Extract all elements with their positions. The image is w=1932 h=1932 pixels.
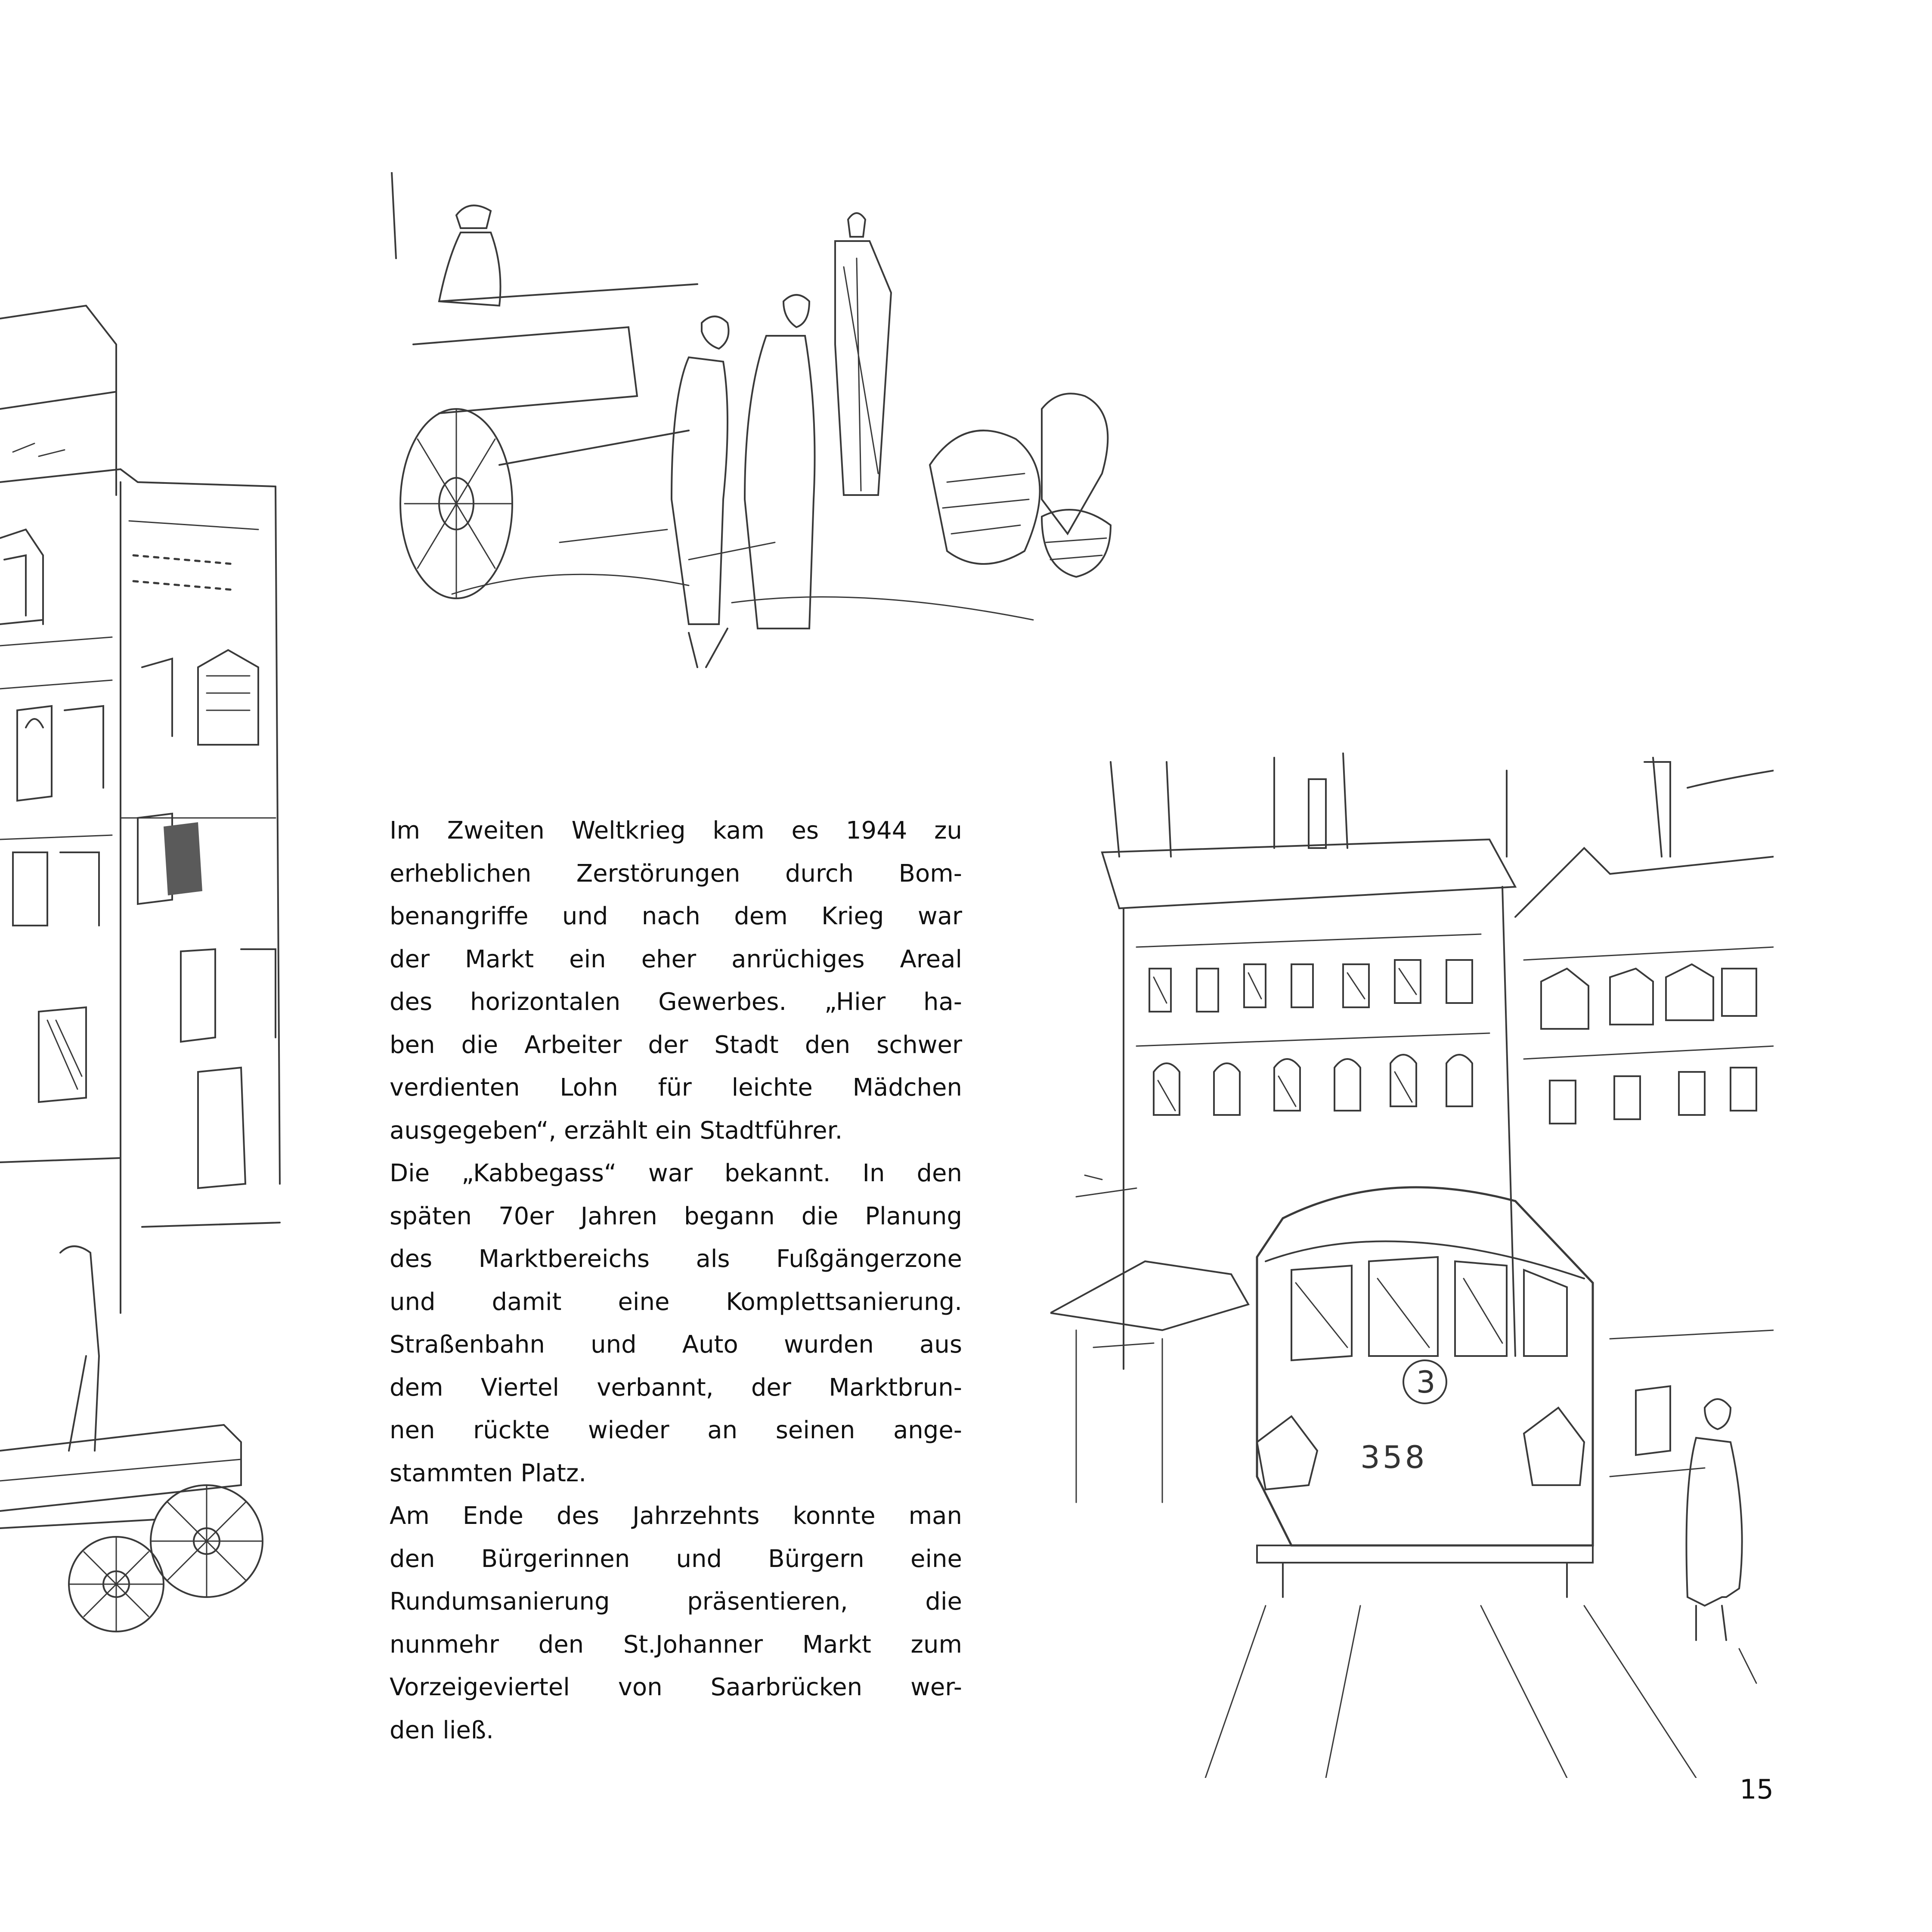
- text-line: späten 70er Jahren begann die Planung: [390, 1202, 962, 1230]
- market-scene-sketch: [387, 172, 1205, 710]
- text-line: benangriffe und nach dem Krieg war: [390, 902, 962, 930]
- text-line: nen rückte wieder an seinen ange-: [390, 1416, 962, 1444]
- text-line: erheblichen Zerstörungen durch Bom-: [390, 859, 962, 888]
- text-line: den ließ.: [390, 1716, 494, 1744]
- text-line: Rundumsanierung präsentieren, die: [390, 1588, 962, 1616]
- text-line: dem Viertel verbannt, der Marktbrun-: [390, 1373, 962, 1402]
- text-line: nunmehr den St.Johanner Markt zum: [390, 1630, 962, 1659]
- article-text: [390, 809, 962, 1752]
- tram-car-number: 358: [1360, 1439, 1427, 1475]
- text-line: ben die Arbeiter der Stadt den schwer: [390, 1031, 962, 1059]
- tram-route-number: 3: [1416, 1365, 1436, 1400]
- text-line: des Marktbereichs als Fußgängerzone: [390, 1245, 962, 1273]
- text-line: der Markt ein eher anrüchiges Areal: [390, 945, 962, 973]
- text-line: des horizontalen Gewerbes. „Hier ha-: [390, 988, 962, 1016]
- page-number: 15: [1740, 1774, 1774, 1805]
- text-line: Die „Kabbegass“ war bekannt. In den: [390, 1159, 962, 1187]
- text-line: Straßenbahn und Auto wurden aus: [390, 1331, 962, 1359]
- text-line: ausgegeben“, erzählt ein Stadtführer.: [390, 1116, 843, 1145]
- tram-street-sketch: [1050, 745, 1774, 1778]
- text-line: Am Ende des Jahrzehnts konnte man: [390, 1502, 962, 1530]
- text-line: verdienten Lohn für leichte Mädchen: [390, 1074, 962, 1102]
- left-building-sketch: [0, 280, 319, 1778]
- text-line: und damit eine Komplettsanierung.: [390, 1288, 962, 1316]
- text-line: den Bürgerinnen und Bürgern eine: [390, 1545, 962, 1573]
- text-line: Vorzeigeviertel von Saarbrücken wer-: [390, 1673, 962, 1701]
- text-line: stammten Platz.: [390, 1459, 587, 1487]
- text-line: Im Zweiten Weltkrieg kam es 1944 zu: [390, 817, 962, 845]
